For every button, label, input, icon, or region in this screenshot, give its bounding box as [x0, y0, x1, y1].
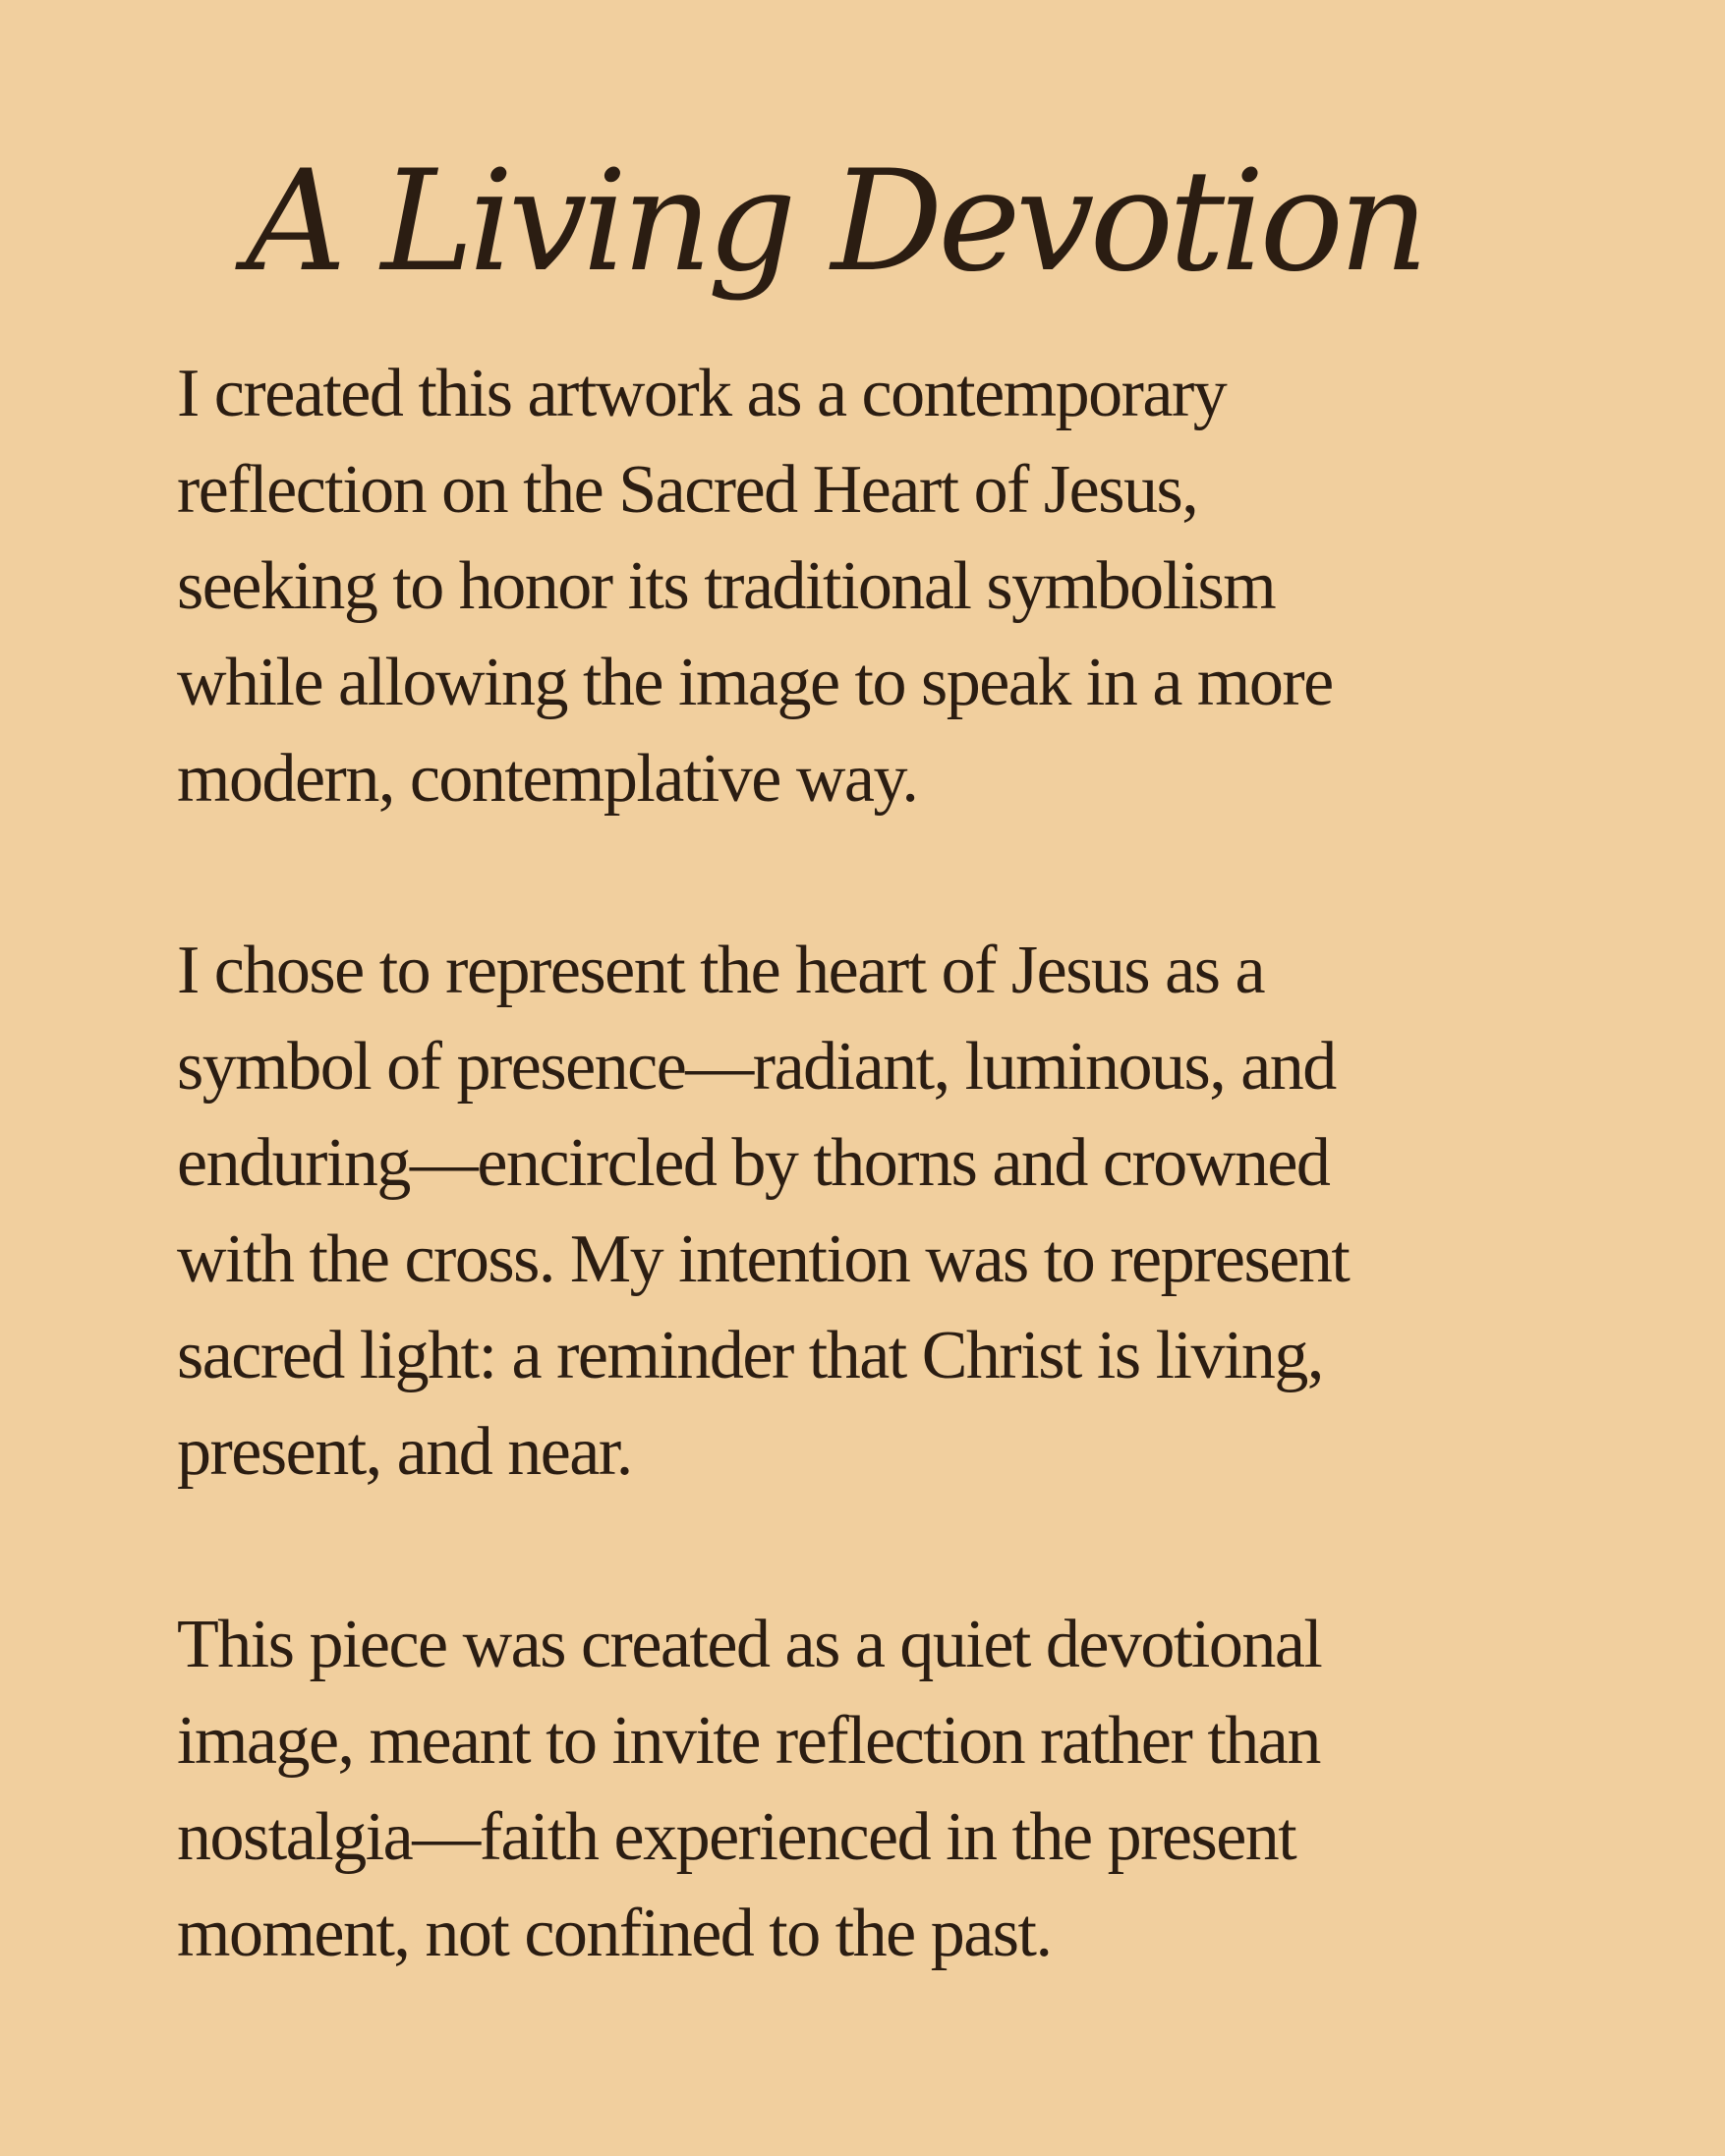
- paragraph-line: sacred light: a reminder that Christ is living,: [177, 1318, 1323, 1393]
- paragraph-3: [177, 1597, 1573, 1982]
- paragraph-line: modern, contemplative way.: [177, 741, 918, 817]
- paragraph-line: seeking to honor its traditional symbolism: [177, 548, 1276, 624]
- page-title: A Living Devotion: [246, 141, 1424, 303]
- paragraph-line: symbol of presence—radiant, luminous, and: [177, 1029, 1336, 1105]
- paragraph-line: present, and near.: [177, 1414, 632, 1490]
- paragraph-line: This piece was created as a quiet devotional: [177, 1607, 1322, 1682]
- paragraph-line: with the cross. My intention was to represent: [177, 1221, 1350, 1297]
- paragraph-1: [177, 346, 1573, 827]
- paragraph-line: moment, not confined to the past.: [177, 1896, 1052, 1971]
- paragraph-line: I created this artwork as a contemporary: [177, 356, 1227, 431]
- paragraph-line: enduring—encircled by thorns and crowned: [177, 1125, 1330, 1201]
- paragraph-line: I chose to represent the heart of Jesus as a: [177, 933, 1265, 1008]
- paragraph-line: nostalgia—faith experienced in the present: [177, 1799, 1296, 1875]
- paragraph-line: image, meant to invite reflection rather than: [177, 1703, 1320, 1779]
- paragraph-line: while allowing the image to speak in a more: [177, 645, 1333, 720]
- paragraph-2: [177, 923, 1573, 1501]
- paragraph-line: reflection on the Sacred Heart of Jesus,: [177, 452, 1198, 528]
